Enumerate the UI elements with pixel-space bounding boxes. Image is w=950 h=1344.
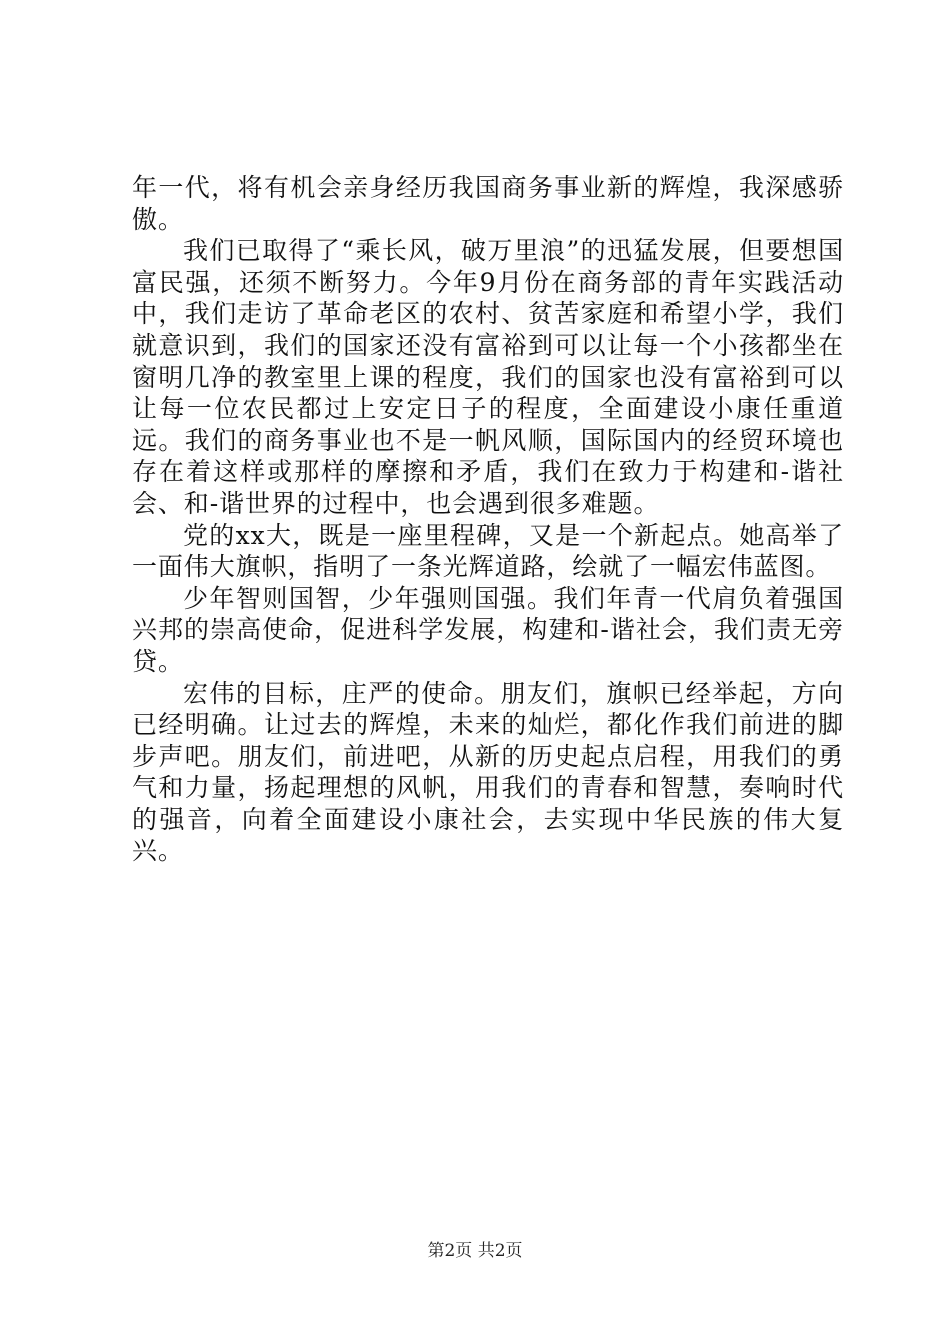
paragraph-2: 我们已取得了“乘长风，破万里浪”的迅猛发展，但要想国富民强，还须不断努力。今年9月份在商务部的青年实践活动中，我们走访了革命老区的农村、贫苦家庭和希望小学，我们就意识到，我们的国家还没有富裕到可以让每一个小孩都坐在窗明几净的教室里上课的程度，我们的国家也没有富裕到可以让每一位农民都过上安定日子的程度，全面建设小康任重道远。我们的商务事业也不是一帆风顺，国际国内的经贸环境也存在着这样或那样的摩擦和矛盾，我们在致力于构建和-谐社会、和-谐世界的过程中，也会遇到很多难题。 [132,236,844,518]
page-number-footer: 第2页 共2页 [427,1241,523,1261]
paragraph-5: 宏伟的目标，庄严的使命。朋友们，旗帜已经举起，方向已经明确。让过去的辉煌，未来的灿烂，都化作我们前进的脚步声吧。朋友们，前进吧，从新的历史起点启程，用我们的勇气和力量，扬起理想的风帆，用我们的青春和智慧，奏响时代的强音，向着全面建设小康社会，去实现中华民族的伟大复兴。 [132,678,844,866]
paragraph-3: 党的xx大，既是一座里程碑，又是一个新起点。她高举了一面伟大旗帜，指明了一条光辉道路，绘就了一幅宏伟蓝图。 [132,520,844,582]
paragraph-1: 年一代，将有机会亲身经历我国商务事业新的辉煌，我深感骄傲。 [132,173,844,234]
document-body [132,172,844,867]
paragraph-4: 少年智则国智，少年强则国强。我们年青一代肩负着强国兴邦的崇高使命，促进科学发展，构建和-谐社会，我们责无旁贷。 [132,583,844,676]
